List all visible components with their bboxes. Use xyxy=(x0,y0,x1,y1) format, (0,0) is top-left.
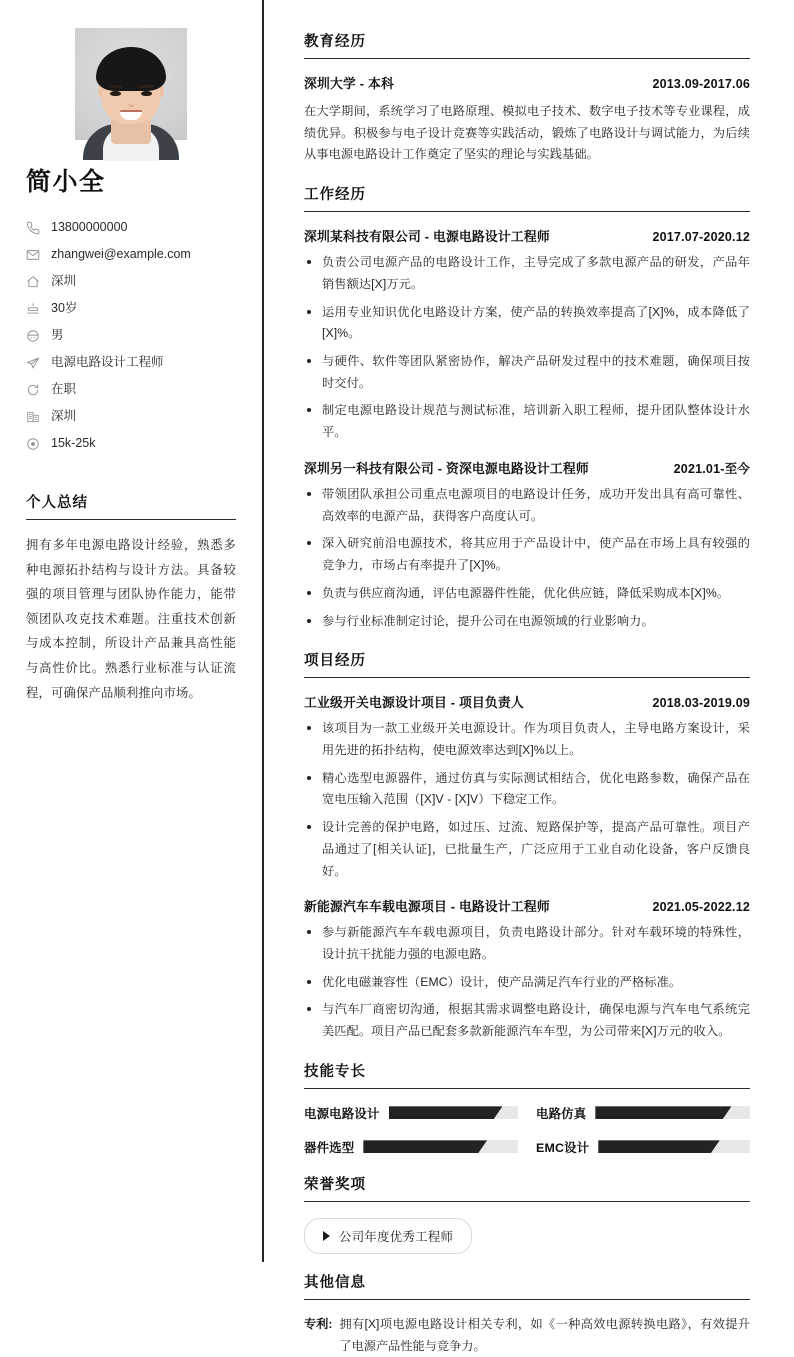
work-bullet: 深入研究前沿电源技术，将其应用于产品设计中，使产品在市场上具有较强的竞争力，市场占有率提升了[X]%。 xyxy=(304,533,750,576)
skills-heading: 技能专长 xyxy=(304,1060,750,1089)
play-triangle-icon xyxy=(323,1231,330,1241)
contact-value-workplace: 深圳 xyxy=(51,409,77,424)
contact-value-status: 在职 xyxy=(51,382,77,397)
project-bullet: 优化电磁兼容性（EMC）设计，使产品满足汽车行业的严格标准。 xyxy=(304,972,750,994)
other-info-label: 专利: xyxy=(304,1316,333,1331)
work-entry xyxy=(304,458,750,632)
refresh-icon xyxy=(26,383,40,397)
contact-value-gender: 男 xyxy=(51,328,64,343)
other-info-row xyxy=(304,1314,750,1357)
project-bullet: 设计完善的保护电路，如过压、过流、短路保护等，提高产品可靠性。项目产品通过了[相关认证]，已批量生产，广泛应用于工业自动化设备，客户反馈良好。 xyxy=(304,817,750,882)
sidebar xyxy=(0,0,264,1262)
skill-item xyxy=(536,1104,750,1122)
skill-item xyxy=(304,1138,518,1156)
other-info-text: 拥有[X]项电源电路设计相关专利，如《一种高效电源转换电路》，有效提升了电源产品性能与竞争力。 xyxy=(339,1316,750,1353)
work-bullet: 带领团队承担公司重点电源项目的电路设计任务，成功开发出具有高可靠性、高效率的电源产品，获得客户高度认可。 xyxy=(304,484,750,527)
education-section xyxy=(304,30,750,166)
project-date: 2018.03-2019.09 xyxy=(652,696,750,711)
contact-item-age xyxy=(26,295,236,322)
honors-heading: 荣誉奖项 xyxy=(304,1173,750,1202)
honor-label: 公司年度优秀工程师 xyxy=(339,1229,454,1244)
cake-icon xyxy=(26,302,40,316)
education-heading: 教育经历 xyxy=(304,30,750,59)
work-bullet: 负责公司电源产品的电路设计工作，主导完成了多款电源产品的研发，产品年销售额达[X]万元。 xyxy=(304,252,750,295)
project-bullet: 与汽车厂商密切沟通，根据其需求调整电路设计，确保电源与汽车电气系统完美匹配。项目产品已配套多款新能源汽车车型，为公司带来[X]万元的收入。 xyxy=(304,999,750,1042)
contact-item-position xyxy=(26,349,236,376)
honor-pill[interactable] xyxy=(304,1218,472,1254)
project-entry-head xyxy=(304,692,750,711)
work-bullet: 参与行业标准制定讨论，提升公司在电源领域的行业影响力。 xyxy=(304,611,750,633)
skill-label: EMC设计 xyxy=(536,1140,590,1155)
projects-heading: 项目经历 xyxy=(304,649,750,678)
skill-progress-track xyxy=(598,1140,750,1153)
work-title: 深圳某科技有限公司 - 电源电路设计工程师 xyxy=(304,229,550,245)
education-date: 2013.09-2017.06 xyxy=(652,77,750,91)
contact-item-status xyxy=(26,376,236,403)
work-entry-head xyxy=(304,458,750,477)
avatar xyxy=(75,28,187,140)
skill-progress-track xyxy=(389,1106,518,1119)
skill-progress-fill xyxy=(363,1140,487,1153)
projects-section xyxy=(304,649,750,1043)
work-bullet: 与硬件、软件等团队紧密协作，解决产品研发过程中的技术难题，确保项目按时交付。 xyxy=(304,351,750,394)
phone-icon xyxy=(26,221,40,235)
contact-value-phone: 13800000000 xyxy=(51,220,128,235)
skill-progress-fill xyxy=(598,1140,719,1153)
project-bullet-list xyxy=(304,922,750,1043)
contact-item-workplace xyxy=(26,403,236,430)
summary-text: 拥有多年电源电路设计经验，熟悉多种电源拓扑结构与设计方法。具备较强的项目管理与团队协作能力，能带领团队攻克技术难题。注重技术创新与成本控制，所设计产品兼具高性能与高性价比。熟悉行业标准与认证流程，可确保产品顺利推向市场。 xyxy=(26,538,236,700)
contact-item-gender xyxy=(26,322,236,349)
skill-label: 电源电路设计 xyxy=(304,1106,380,1121)
contact-info-list xyxy=(26,214,236,457)
work-section xyxy=(304,183,750,632)
home-icon xyxy=(26,275,40,289)
work-bullet-list xyxy=(304,252,750,444)
skill-progress-track xyxy=(363,1140,518,1153)
project-title: 工业级开关电源设计项目 - 项目负责人 xyxy=(304,695,524,711)
contact-item-phone xyxy=(26,214,236,241)
honors-list xyxy=(304,1218,750,1254)
project-entry-head xyxy=(304,896,750,915)
education-entry-head xyxy=(304,73,750,92)
project-bullet-list xyxy=(304,718,750,882)
education-title: 深圳大学 - 本科 xyxy=(304,76,394,91)
skills-section xyxy=(304,1060,750,1156)
contact-value-position: 电源电路设计工程师 xyxy=(51,355,164,370)
work-bullet: 运用专业知识优化电路设计方案，使产品的转换效率提高了[X]%，成本降低了[X]%。 xyxy=(304,302,750,345)
skill-item xyxy=(536,1138,750,1156)
skill-progress-track xyxy=(595,1106,750,1119)
project-entry xyxy=(304,896,750,1043)
skill-progress-fill xyxy=(389,1106,503,1119)
work-entry-head xyxy=(304,226,750,245)
work-bullet: 负责与供应商沟通，评估电源器件性能，优化供应链，降低采购成本[X]%。 xyxy=(304,583,750,605)
project-bullet: 精心选型电源器件，通过仿真与实际测试相结合，优化电路参数，确保产品在宽电压输入范围（[X]V - [X]V）下稳定工作。 xyxy=(304,768,750,811)
work-bullet: 制定电源电路设计规范与测试标准，培训新入职工程师，提升团队整体设计水平。 xyxy=(304,400,750,443)
project-bullet: 该项目为一款工业级开关电源设计。作为项目负责人，主导电路方案设计，采用先进的拓扑结构，使电源效率达到[X]%以上。 xyxy=(304,718,750,761)
education-entry xyxy=(304,73,750,166)
project-entry xyxy=(304,692,750,882)
work-date: 2017.07-2020.12 xyxy=(652,230,750,245)
contact-item-salary xyxy=(26,430,236,457)
skill-progress-fill xyxy=(595,1106,731,1119)
contact-value-age: 30岁 xyxy=(51,301,78,316)
project-title: 新能源汽车车载电源项目 - 电路设计工程师 xyxy=(304,899,550,915)
contact-item-email xyxy=(26,241,236,268)
candidate-name: 简小全 xyxy=(26,168,106,196)
skill-item xyxy=(304,1104,518,1122)
main-column xyxy=(264,0,794,1353)
skill-label: 电路仿真 xyxy=(536,1106,587,1121)
building-icon xyxy=(26,410,40,424)
other-info-section xyxy=(304,1271,750,1357)
contact-item-city xyxy=(26,268,236,295)
project-bullet: 参与新能源汽车车载电源项目，负责电路设计部分。针对车载环境的特殊性，设计抗干扰能力强的电源电路。 xyxy=(304,922,750,965)
contact-value-city: 深圳 xyxy=(51,274,77,289)
contact-value-email: zhangwei@example.com xyxy=(51,247,191,262)
skills-grid xyxy=(304,1104,750,1156)
summary-section xyxy=(26,491,236,705)
skill-label: 器件选型 xyxy=(304,1140,355,1155)
project-date: 2021.05-2022.12 xyxy=(652,900,750,915)
work-bullet-list xyxy=(304,484,750,632)
contact-value-salary: 15k-25k xyxy=(51,436,96,451)
work-entry xyxy=(304,226,750,444)
target-icon xyxy=(26,437,40,451)
work-title: 深圳另一科技有限公司 - 资深电源电路设计工程师 xyxy=(304,460,589,476)
envelope-icon xyxy=(26,248,40,262)
plane-icon xyxy=(26,356,40,370)
honors-section xyxy=(304,1173,750,1254)
summary-heading: 个人总结 xyxy=(26,491,236,520)
other-info-heading: 其他信息 xyxy=(304,1271,750,1300)
work-heading: 工作经历 xyxy=(304,183,750,212)
education-description: 在大学期间，系统学习了电路原理、模拟电子技术、数字电子技术等专业课程，成绩优异。积极参与电子设计竞赛等实践活动，锻炼了电路设计与调试能力，为后续从事电源电路设计工作奠定了坚实的理论与实践基础。 xyxy=(304,104,750,162)
avatar-wrapper xyxy=(26,28,236,140)
work-date: 2021.01-至今 xyxy=(673,461,750,476)
gender-icon xyxy=(26,329,40,343)
